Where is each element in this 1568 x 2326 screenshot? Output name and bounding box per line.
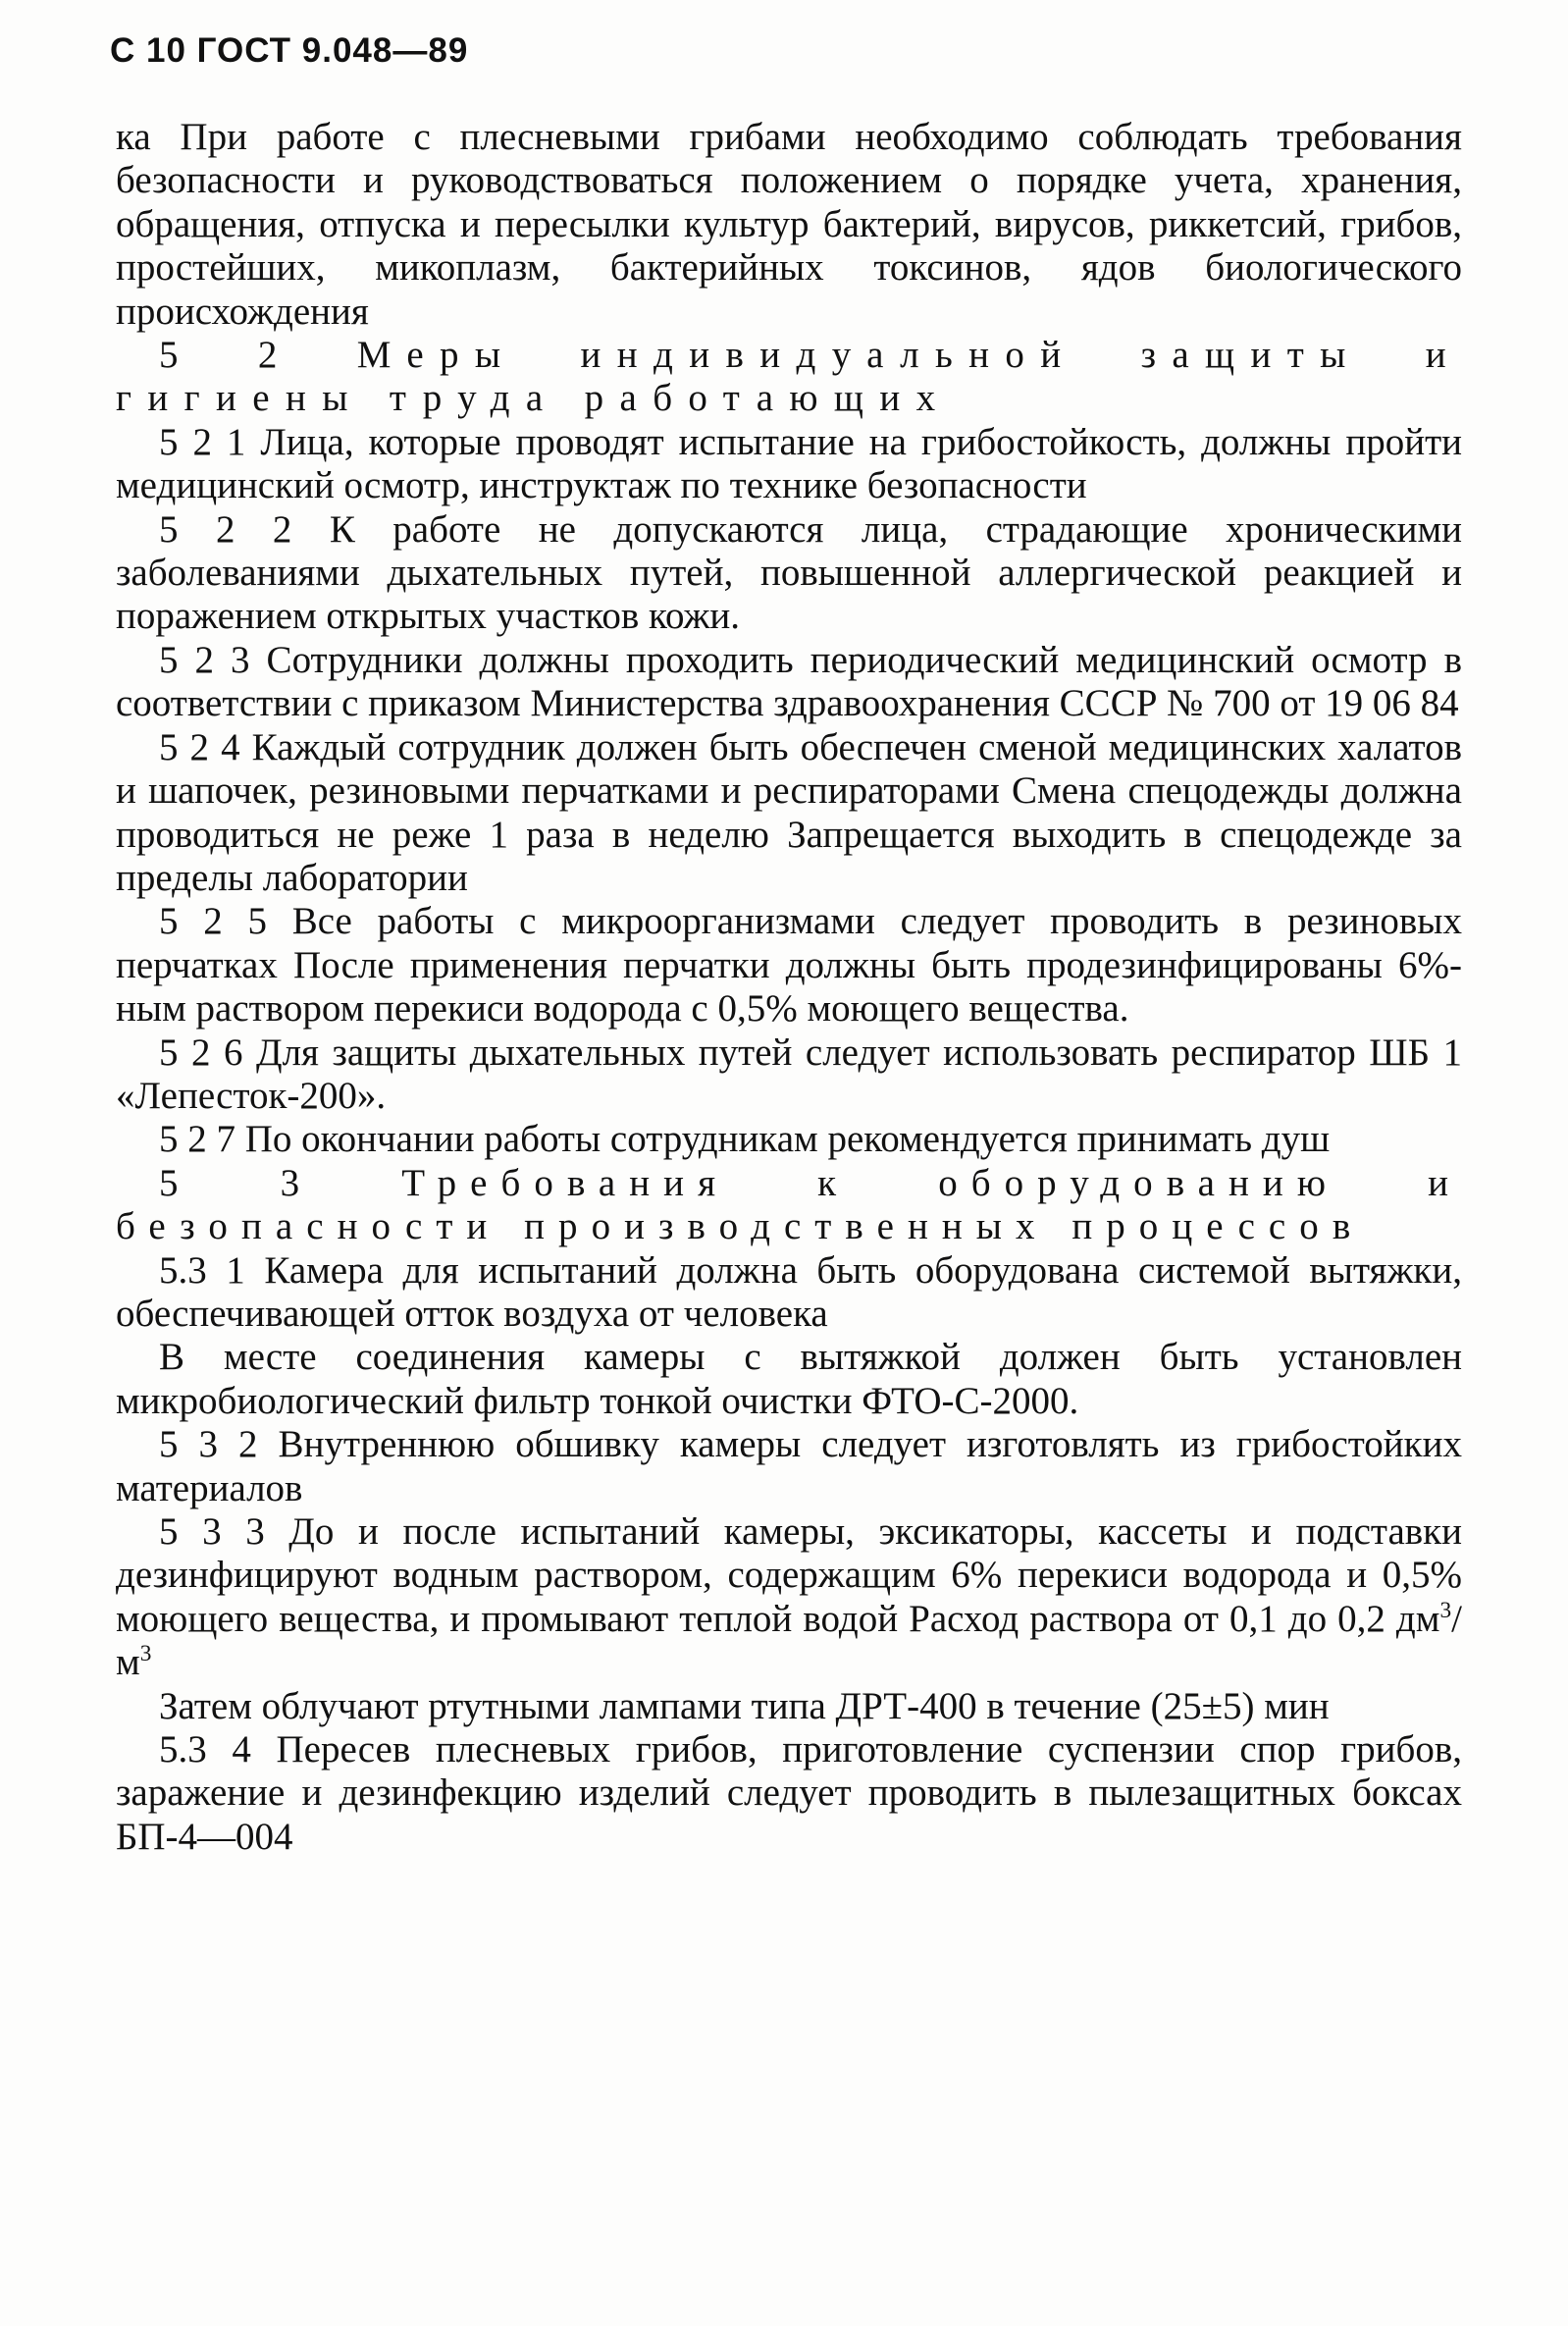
clause-5-2-1: 5 2 1 Лица, которые проводят испытание на грибостойкость, должны пройти медицинский осмотр, инструктаж по технике безопасности [116, 420, 1462, 507]
clause-5-3-3-text: 5 3 3 До и после испытаний камеры, эксикаторы, кассеты и подставки дезинфицируют водным раствором, содержащим 6% перекиси водорода и 0,5% моющего вещества, и промывают теплой водой Расход раствора от 0,1 до 0,2 дм [116, 1510, 1462, 1640]
clause-5-3-1: 5.3 1 Камера для испытаний должна быть оборудована системой вытяжки, обеспечивающей отток воздуха от человека [116, 1248, 1462, 1335]
running-header: С 10 ГОСТ 9.048—89 [110, 31, 469, 70]
clause-5-3-2: 5 3 2 Внутреннюю обшивку камеры следует изготовлять из грибостойких материалов [116, 1423, 1462, 1509]
clause-5-3-3 [116, 1510, 1462, 1685]
clause-5-3-4: 5.3 4 Пересев плесневых грибов, приготовление суспензии спор грибов, заражение и дезинфекцию изделий следует проводить в пылезащитных боксах БП-4—004 [116, 1728, 1462, 1858]
section-heading-5-3: 5 3 Требования к оборудованию и безопасности производственных процессов [116, 1161, 1462, 1248]
clause-5-2-4: 5 2 4 Каждый сотрудник должен быть обеспечен сменой медицинских халатов и шапочек, резиновыми перчатками и респираторами Смена спецодежды должна проводиться не реже 1 раза в неделю Запрещается выходить в спецодежде за пределы лаборатории [116, 725, 1462, 899]
clause-5-3-3-irradiation: Затем облучают ртутными лампами типа ДРТ-400 в течение (25±5) мин [159, 1684, 1330, 1727]
clause-5-3-1-filter: В месте соединения камеры с вытяжкой должен быть установлен микробиологический фильтр тонкой очистки ФТО-С-2000. [116, 1336, 1462, 1422]
unit-slash: /м [116, 1597, 1462, 1684]
clause-5-2-5: 5 2 5 Все работы с микроорганизмами следует проводить в резиновых перчатках После применения перчатки должны быть продезинфицированы 6%-ным раствором перекиси водорода с 0,5% моющего вещества. [116, 900, 1462, 1031]
clause-5-2-6: 5 2 6 Для защиты дыхательных путей следует использовать респиратор ШБ 1 «Лепесток-200». [116, 1031, 1462, 1117]
clause-5-2-2: 5 2 2 К работе не допускаются лица, страдающие хроническими заболеваниями дыхательных путей, повышенной аллергической реакцией и поражением открытых участков кожи. [116, 507, 1462, 638]
unit-superscript-1: 3 [1439, 1597, 1452, 1623]
unit-superscript-2: 3 [139, 1641, 152, 1667]
paragraph-continuation: ка При работе с плесневыми грибами необходимо соблюдать требования безопасности и руководствоваться положением о порядке учета, хранения, обращения, отпуска и пересылки культур бактерий, вирусов, риккетсий, грибов, простейших, микоплазм, бактерийных токсинов, ядов биологического происхождения [116, 116, 1462, 333]
clause-5-2-7: 5 2 7 По окончании работы сотрудникам рекомендуется принимать душ [159, 1118, 1331, 1161]
clause-5-2-3: 5 2 3 Сотрудники должны проходить периодический медицинский осмотр в соответствии с приказом Министерства здравоохранения СССР № 700 от 19 06 84 [116, 638, 1462, 725]
section-heading-5-2: 5 2 Меры индивидуальной защиты и гигиены труда работающих [116, 334, 1462, 420]
document-body [116, 116, 1462, 1859]
